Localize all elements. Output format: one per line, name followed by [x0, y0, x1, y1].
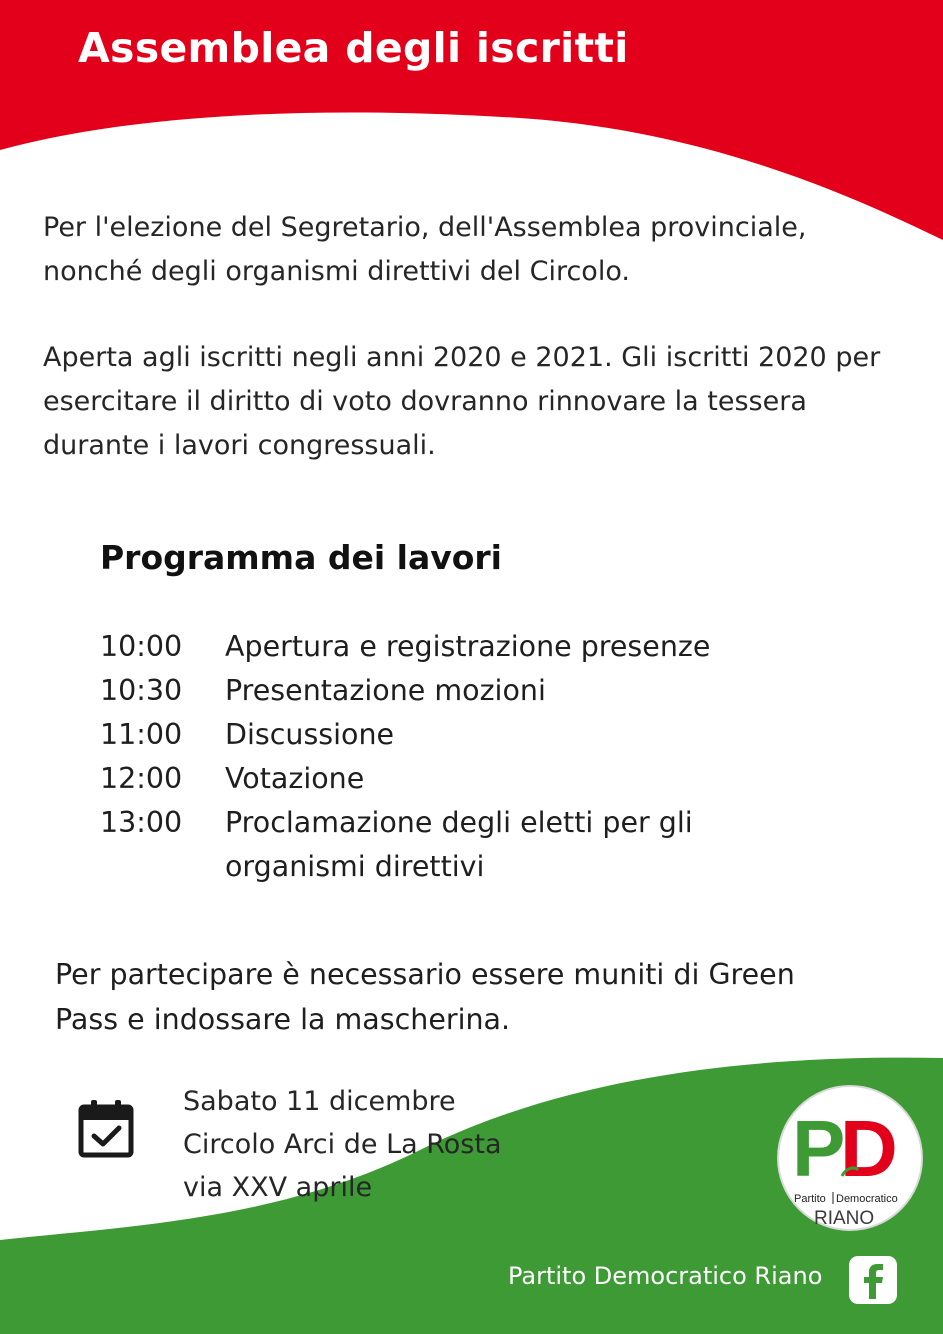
- event-address: via XXV aprile: [183, 1172, 373, 1203]
- svg-text:Democratico: Democratico: [836, 1193, 898, 1205]
- program-schedule: [100, 625, 785, 889]
- schedule-time: 10:00: [100, 630, 183, 663]
- schedule-time: 13:00: [100, 806, 183, 839]
- green-pass-notice: Per partecipare è necessario essere muniti di Green Pass e indossare la mascherina.: [55, 958, 795, 1036]
- schedule-time: 10:30: [100, 674, 183, 707]
- intro-paragraph-eligibility: [43, 336, 903, 468]
- svg-text:P: P: [792, 1104, 846, 1193]
- schedule-activity: Presentazione mozioni: [225, 674, 546, 707]
- schedule-activity: Discussione: [225, 718, 395, 751]
- schedule-row: [100, 669, 785, 713]
- event-date: Sabato 11 dicembre: [183, 1086, 456, 1117]
- intro-paragraph-election: [43, 206, 903, 294]
- schedule-activity: Apertura e registrazione presenze: [225, 630, 711, 663]
- schedule-activity: Proclamazione degli eletti per gli organismi direttivi: [225, 806, 693, 883]
- svg-text:Partito: Partito: [794, 1193, 826, 1205]
- svg-text:D: D: [840, 1104, 898, 1193]
- schedule-row: [100, 801, 785, 889]
- event-venue: Circolo Arci de La Rosta: [183, 1129, 502, 1160]
- facebook-icon[interactable]: [848, 1255, 898, 1305]
- page-title: Assemblea degli iscritti: [78, 24, 629, 72]
- schedule-row: [100, 625, 785, 669]
- event-details: [183, 1080, 502, 1209]
- schedule-row: [100, 757, 785, 801]
- program-title: Programma dei lavori: [100, 538, 502, 577]
- svg-text:RIANO: RIANO: [814, 1208, 875, 1229]
- pd-riano-logo: [776, 1084, 924, 1232]
- schedule-row: [100, 713, 785, 757]
- intro-text-2: Aperta agli iscritti negli anni 2020 e 2021. Gli iscritti 2020 per esercitare il diritto di voto dovranno rinnovare la tessera durante i lavori congressuali.: [43, 342, 881, 461]
- footer-page-name[interactable]: Partito Democratico Riano: [508, 1262, 823, 1290]
- schedule-activity: Votazione: [225, 762, 365, 795]
- schedule-time: 11:00: [100, 718, 183, 751]
- intro-text-1: Per l'elezione del Segretario, dell'Assemblea provinciale, nonché degli organismi direttivi del Circolo.: [43, 212, 807, 287]
- schedule-time: 12:00: [100, 762, 183, 795]
- calendar-check-icon: [78, 1098, 134, 1158]
